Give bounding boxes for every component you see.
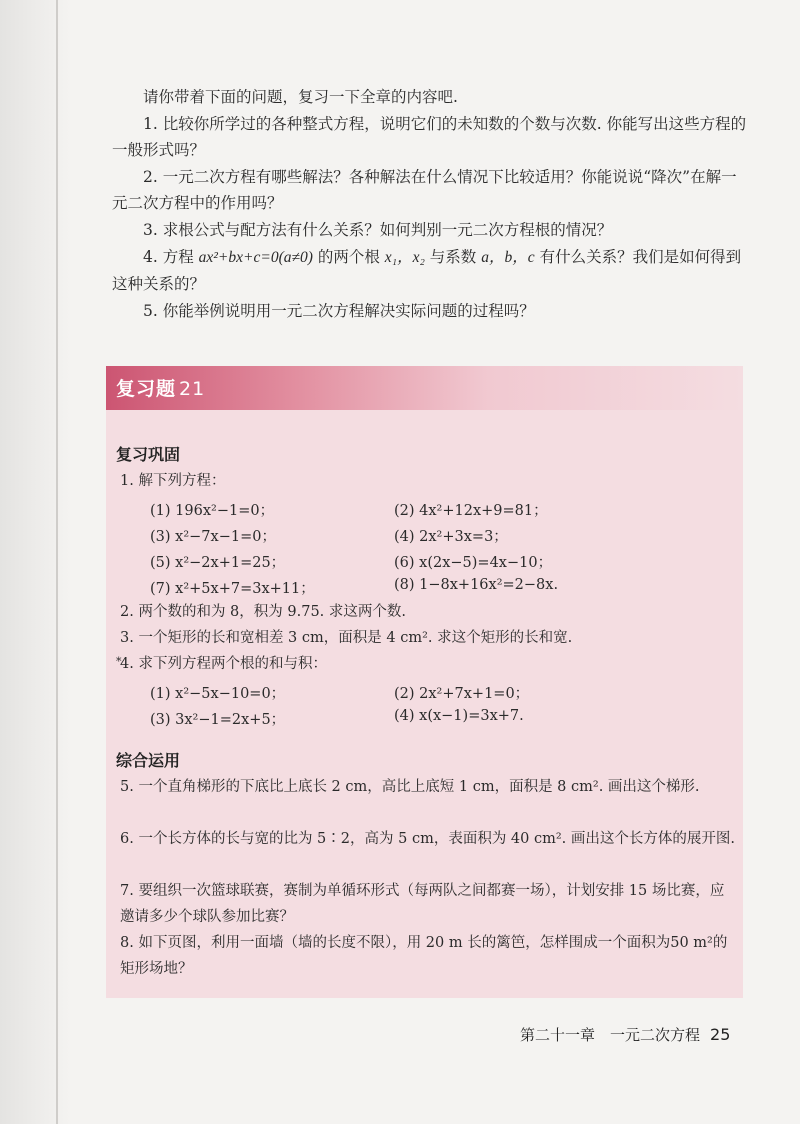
review-question-2: 2. 一元二次方程有哪些解法？各种解法在什么情况下比较适用？你能说说“降次”在解一元二次方程中的作用吗？ xyxy=(112,167,737,213)
problem-7: 7. 要组织一次篮球联赛，赛制为单循环形式（每两队之间都赛一场），计划安排 15 场比赛，应邀请多少个球队参加比赛？ xyxy=(120,883,725,925)
problem-1-part-5: (5) x²−2x+1=25； xyxy=(150,555,286,571)
review-question-5: 5. 你能举例说明用一元二次方程解决实际问题的过程吗？ xyxy=(143,301,535,320)
exercise-box xyxy=(106,366,743,998)
problem-3: 3. 一个矩形的长和宽相差 3 cm，面积是 4 cm². 求这个矩形的长和宽. xyxy=(120,630,573,646)
problem-4-part-2: (2) 2x²+7x+1=0； xyxy=(394,686,530,702)
problem-1-part-6: (6) x(2x−5)=4x−10； xyxy=(394,555,553,571)
q4-text-c: 与系数 xyxy=(429,247,477,266)
review-question-3: 3. 求根公式与配方法有什么关系？如何判别一元二次方程根的情况？ xyxy=(143,220,613,239)
problem-1-title: 1. 解下列方程： xyxy=(120,473,226,489)
review-question-4 xyxy=(112,244,752,298)
page-number: 25 xyxy=(710,1025,731,1044)
problem-4-part-1: (1) x²−5x−10=0； xyxy=(150,686,286,702)
binding-gutter xyxy=(56,0,58,1124)
problem-6: 6. 一个长方体的长与宽的比为 5∶2，高为 5 cm，表面积为 40 cm². 画出这个长方体的展开图. xyxy=(120,831,735,847)
optional-mark: * xyxy=(116,655,122,668)
problem-1-part-1: (1) 196x²−1=0； xyxy=(150,503,275,519)
problem-4-title xyxy=(116,651,735,677)
review-question-1: 1. 比较你所学过的各种整式方程，说明它们的未知数的个数与次数. 你能写出这些方程的一般形式吗？ xyxy=(112,114,747,160)
section-application: 综合运用 xyxy=(116,751,181,770)
problem-1-part-2: (2) 4x²+12x+9=81； xyxy=(394,503,548,519)
problem-1-part-4: (4) 2x²+3x=3； xyxy=(394,529,508,545)
problem-1-part-7: (7) x²+5x+7=3x+11； xyxy=(150,581,315,597)
problem-8: 8. 如下页图，利用一面墙（墙的长度不限），用 20 m 长的篱笆，怎样围成一个面积为50 m²的矩形场地？ xyxy=(120,935,728,977)
q4-text-d: 有什么关系？我们是如何得到这种关系的？ xyxy=(112,247,742,294)
q4-equation: ax²+bx+c=0(a≠0) xyxy=(198,248,313,266)
problem-5: 5. 一个直角梯形的下底比上底长 2 cm，高比上底短 1 cm，面积是 8 cm². 画出这个梯形. xyxy=(120,779,700,795)
page-footer xyxy=(520,1024,730,1045)
problem-1-part-3: (3) x²−7x−1=0； xyxy=(150,529,276,545)
exercise-number: 21 xyxy=(179,378,206,400)
chapter-title: 第二十一章 一元二次方程 xyxy=(520,1026,701,1044)
problem-1-part-8: (8) 1−8x+16x²=2−8x. xyxy=(394,577,559,593)
problem-4-part-3: (3) 3x²−1=2x+5； xyxy=(150,712,286,728)
page-edge xyxy=(0,0,70,1124)
review-lead: 请你带着下面的问题，复习一下全章的内容吧. xyxy=(143,88,458,106)
section-consolidation: 复习巩固 xyxy=(116,445,181,464)
q4-text-a: 4. 方程 xyxy=(143,247,194,266)
exercise-title xyxy=(116,374,205,401)
problem-4-part-4: (4) x(x−1)=3x+7. xyxy=(394,708,524,724)
q4-roots: x₁，x₂ xyxy=(384,248,425,266)
problem-4-title-text: 4. 求下列方程两个根的和与积： xyxy=(120,656,327,672)
problem-2: 2. 两个数的和为 8，积为 9.75. 求这两个数. xyxy=(120,604,406,620)
exercise-title-text: 复习题 xyxy=(116,378,177,400)
review-questions xyxy=(112,84,752,324)
q4-coefficients: a，b，c xyxy=(481,248,535,266)
exercise-header xyxy=(106,366,743,410)
q4-text-b: 的两个根 xyxy=(317,247,380,266)
